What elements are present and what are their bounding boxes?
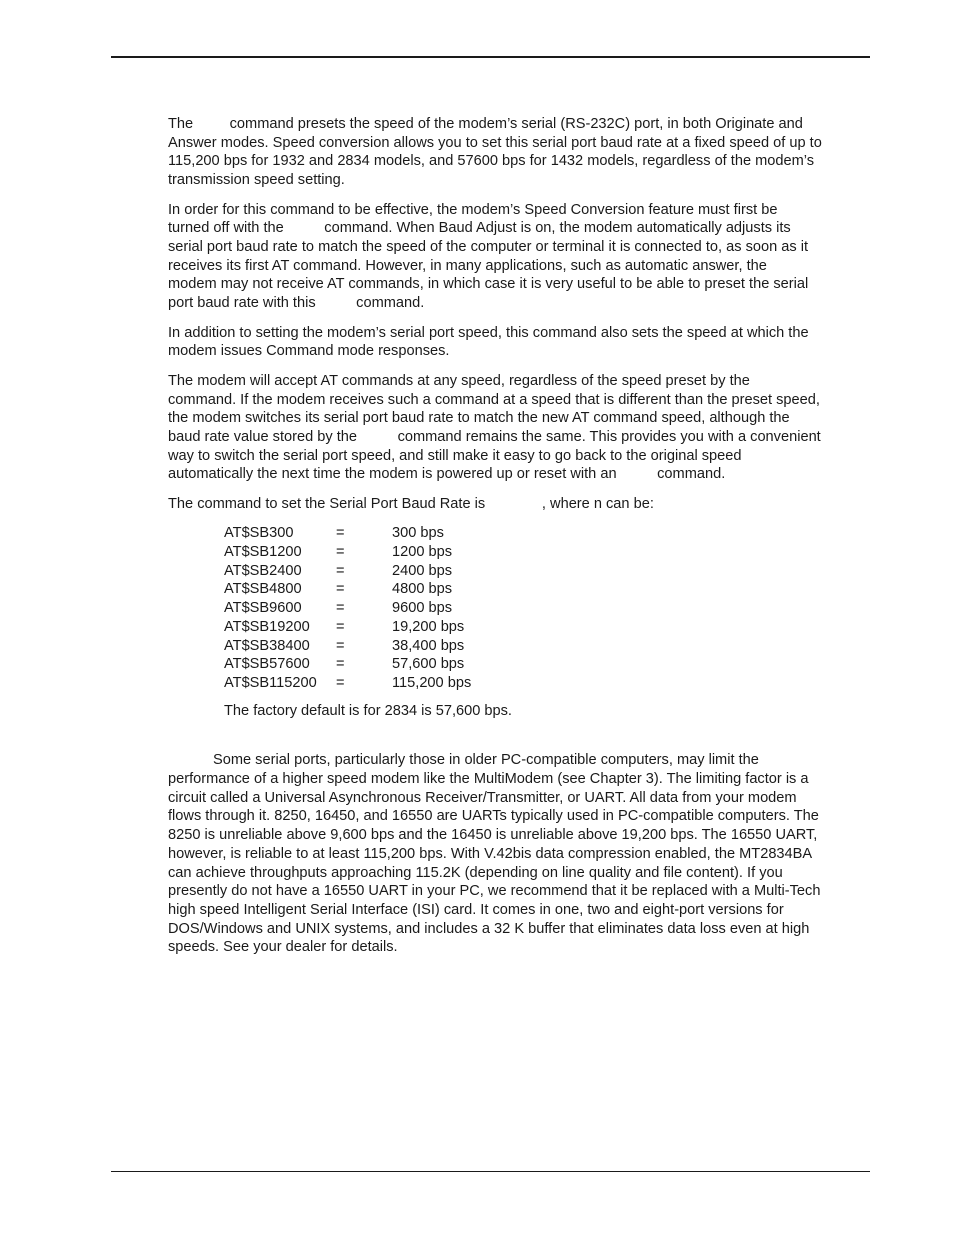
baud-command: AT$SB19200 [224, 618, 310, 635]
text-line: The command presets the speed of the modem’s serial (RS-232C) port, in both Originate and [168, 116, 803, 132]
equals-sign: = [336, 581, 345, 598]
text-line: speeds. See your dealer for details. [168, 939, 398, 956]
text-line: however, is reliable to at least 115,200 bps. With V.42bis data compression enabled, the MT2834BA [168, 845, 813, 862]
baud-rate-row [224, 580, 471, 599]
baud-rate-row [224, 543, 471, 562]
paragraph-command-responses [168, 324, 874, 361]
text-line: circuit called a Universal Asynchronous Receiver/Transmitter, or UART. All data from your modem [168, 789, 797, 806]
baud-command: AT$SB300 [224, 525, 294, 542]
text-line: The modem will accept AT commands at any speed, regardless of the speed preset by the [168, 372, 750, 389]
text-line: can achieve throughputs approaching 115.2K (depending on line quality and file content). If you [168, 864, 783, 881]
baud-speed: 4800 bps [392, 581, 453, 598]
baud-rate-row [224, 655, 471, 674]
baud-rate-row [224, 637, 471, 656]
text-line: 115,200 bps for 1932 and 2834 models, and 57600 bps for 1432 models, regardless of the modem’s [168, 153, 815, 170]
equals-sign: = [336, 544, 345, 561]
baud-speed: 1200 bps [392, 544, 453, 561]
text-line: performance of a higher speed modem like the MultiModem (see Chapter 3). The limiting factor is a [168, 771, 809, 788]
baud-speed: 115,200 bps [392, 674, 472, 691]
text-line: 8250 is unreliable above 9,600 bps and the 16450 is unreliable above 19,200 bps. The 16550 UART, [168, 827, 818, 844]
baud-command: AT$SB115200 [224, 674, 317, 691]
text-line: modem may not receive AT commands, in which case it is very useful to be able to preset the serial [168, 276, 809, 293]
baud-speed: 19,200 bps [392, 618, 465, 635]
text-line: transmission speed setting. [168, 172, 345, 189]
text-line: In addition to setting the modem’s serial port speed, this command also sets the speed at which the [168, 324, 809, 341]
equals-sign: = [336, 637, 345, 654]
text-line: In order for this command to be effective, the modem’s Speed Conversion feature must first be [168, 201, 778, 218]
factory-default-note: The factory default is for 2834 is 57,600 bps. [224, 702, 512, 719]
baud-rate-row [224, 674, 471, 693]
text-line: turned off with the command. When Baud Adjust is on, the modem automatically adjusts its [168, 220, 791, 237]
baud-rate-table [224, 524, 471, 692]
baud-speed: 38,400 bps [392, 637, 465, 654]
baud-speed: 300 bps [392, 525, 444, 542]
equals-sign: = [336, 562, 345, 579]
text-line: command. If the modem receives such a command at a speed that is different than the preset speed, [168, 391, 820, 408]
paragraph-set-baud-rate [168, 495, 874, 514]
equals-sign: = [336, 618, 345, 635]
equals-sign: = [336, 674, 345, 691]
baud-speed: 9600 bps [392, 600, 453, 617]
text-line: Some serial ports, particularly those in older PC-compatible computers, may limit the [213, 752, 759, 769]
equals-sign: = [336, 656, 345, 673]
baud-command: AT$SB9600 [224, 600, 302, 617]
baud-rate-row [224, 562, 471, 581]
text-line: high speed Intelligent Serial Interface (ISI) card. It comes in one, two and eight-port versions for [168, 902, 784, 918]
baud-rate-row [224, 524, 471, 543]
baud-speed: 57,600 bps [392, 656, 465, 673]
footer-rule [111, 1171, 870, 1172]
baud-command: AT$SB1200 [224, 544, 302, 561]
header-rule [111, 56, 870, 58]
text-line: modem issues Command mode responses. [168, 343, 450, 360]
text-line: the modem switches its serial port baud rate to match the new AT command speed, although the [168, 410, 790, 427]
uart-note [168, 751, 874, 957]
text-line: Answer modes. Speed conversion allows you to set this serial port baud rate at a fixed speed of up to [168, 134, 822, 151]
paragraph-speed-conversion [168, 201, 874, 313]
text-line: automatically the next time the modem is powered up or reset with an command. [168, 466, 726, 483]
baud-rate-row [224, 599, 471, 618]
baud-command: AT$SB4800 [224, 581, 302, 598]
text-line: presently do not have a 16550 UART in your PC, we recommend that it be replaced with a Multi-Tech [168, 883, 821, 900]
text-line: serial port baud rate to match the speed of the computer or terminal it is connected to, as soon as it [168, 239, 809, 256]
text-line: DOS/Windows and UNIX systems, and includes a 32 K buffer that eliminates data loss even at high [168, 920, 810, 937]
baud-rate-row [224, 618, 471, 637]
equals-sign: = [336, 600, 345, 617]
text-line: baud rate value stored by the command remains the same. This provides you with a convenient [168, 428, 821, 445]
text-line: port baud rate with this command. [168, 295, 425, 312]
text-line: flows through it. 8250, 16450, and 16550 are UARTs typically used in PC-compatible computers. The [168, 808, 819, 825]
paragraph-accept-at-commands [168, 372, 874, 484]
paragraph-serial-port-speed [168, 115, 874, 190]
baud-command: AT$SB2400 [224, 562, 302, 579]
baud-command: AT$SB38400 [224, 637, 310, 654]
baud-speed: 2400 bps [392, 562, 453, 579]
equals-sign: = [336, 525, 345, 542]
text-line: The command to set the Serial Port Baud Rate is , where n can be: [168, 495, 654, 512]
page-content [168, 115, 874, 968]
text-line: receives its first AT command. However, in many applications, such as automatic answer, the [168, 257, 767, 274]
baud-command: AT$SB57600 [224, 656, 310, 673]
text-line: way to switch the serial port speed, and still make it easy to go back to the original speed [168, 447, 742, 464]
